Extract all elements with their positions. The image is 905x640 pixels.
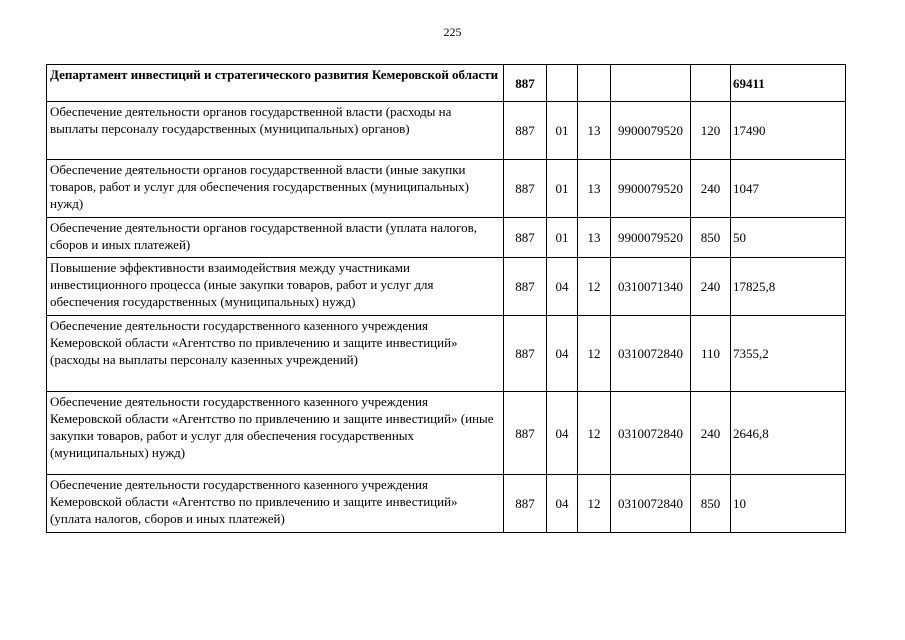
- section-code: [547, 65, 578, 102]
- row-subsection: 12: [578, 258, 611, 316]
- table-row: [47, 218, 846, 258]
- row-amount: 17825,8: [731, 258, 846, 316]
- table-row: [47, 160, 846, 218]
- row-subsection: 13: [578, 160, 611, 218]
- row-target: 0310072840: [611, 316, 691, 392]
- row-section: 01: [547, 218, 578, 258]
- row-target: 0310071340: [611, 258, 691, 316]
- row-name: Обеспечение деятельности органов государственной власти (иные закупки товаров, работ и услуг для обеспечения государственных (муниципальных) нужд): [47, 160, 504, 218]
- row-subsection: 13: [578, 102, 611, 160]
- row-grbs: 887: [504, 316, 547, 392]
- row-name: Повышение эффективности взаимодействия между участниками инвестиционного процесса (иные закупки товаров, работ и услуг для обеспечения государственных (муниципальных) нужд): [47, 258, 504, 316]
- row-expense-type: 240: [691, 392, 731, 475]
- subsection-code: [578, 65, 611, 102]
- row-amount: 10: [731, 475, 846, 533]
- row-grbs: 887: [504, 392, 547, 475]
- row-subsection: 12: [578, 316, 611, 392]
- row-expense-type: 850: [691, 475, 731, 533]
- row-expense-type: 850: [691, 218, 731, 258]
- row-name: Обеспечение деятельности органов государственной власти (уплата налогов, сборов и иных платежей): [47, 218, 504, 258]
- row-name: Обеспечение деятельности государственного казенного учреждения Кемеровской области «Агентство по привлечению и защите инвестиций» (иные закупки товаров, работ и услуг для обеспечения государственных (муниципальных) нужд): [47, 392, 504, 475]
- row-amount: 50: [731, 218, 846, 258]
- row-section: 04: [547, 392, 578, 475]
- target-code: [611, 65, 691, 102]
- budget-table: [46, 64, 846, 533]
- row-expense-type: 240: [691, 160, 731, 218]
- table-row: [47, 316, 846, 392]
- row-name: Обеспечение деятельности государственного казенного учреждения Кемеровской области «Агентство по привлечению и защите инвестиций» (расходы на выплаты персоналу казенных учреждений): [47, 316, 504, 392]
- grbs-code: 887: [504, 65, 547, 102]
- row-section: 01: [547, 160, 578, 218]
- row-section: 01: [547, 102, 578, 160]
- row-grbs: 887: [504, 160, 547, 218]
- row-amount: 7355,2: [731, 316, 846, 392]
- row-target: 0310072840: [611, 475, 691, 533]
- table-row: [47, 475, 846, 533]
- row-expense-type: 110: [691, 316, 731, 392]
- table-header-row: [47, 65, 846, 102]
- row-target: 9900079520: [611, 160, 691, 218]
- row-amount: 2646,8: [731, 392, 846, 475]
- row-name: Обеспечение деятельности органов государственной власти (расходы на выплаты персоналу государственных (муниципальных) органов): [47, 102, 504, 160]
- row-amount: 17490: [731, 102, 846, 160]
- row-section: 04: [547, 316, 578, 392]
- row-amount: 1047: [731, 160, 846, 218]
- row-grbs: 887: [504, 258, 547, 316]
- row-subsection: 12: [578, 475, 611, 533]
- amount-total: 69411: [731, 65, 846, 102]
- row-target: 9900079520: [611, 218, 691, 258]
- row-grbs: 887: [504, 475, 547, 533]
- page-number: 225: [443, 25, 462, 39]
- table-row: [47, 392, 846, 475]
- row-target: 0310072840: [611, 392, 691, 475]
- row-name: Обеспечение деятельности государственного казенного учреждения Кемеровской области «Агентство по привлечению и защите инвестиций» (уплата налогов, сборов и иных платежей): [47, 475, 504, 533]
- row-grbs: 887: [504, 218, 547, 258]
- expense-type-code: [691, 65, 731, 102]
- row-target: 9900079520: [611, 102, 691, 160]
- row-expense-type: 240: [691, 258, 731, 316]
- table-row: [47, 102, 846, 160]
- row-section: 04: [547, 475, 578, 533]
- row-section: 04: [547, 258, 578, 316]
- department-name: Департамент инвестиций и стратегического развития Кемеровской области: [47, 65, 504, 102]
- row-expense-type: 120: [691, 102, 731, 160]
- row-subsection: 12: [578, 392, 611, 475]
- row-subsection: 13: [578, 218, 611, 258]
- row-grbs: 887: [504, 102, 547, 160]
- table-row: [47, 258, 846, 316]
